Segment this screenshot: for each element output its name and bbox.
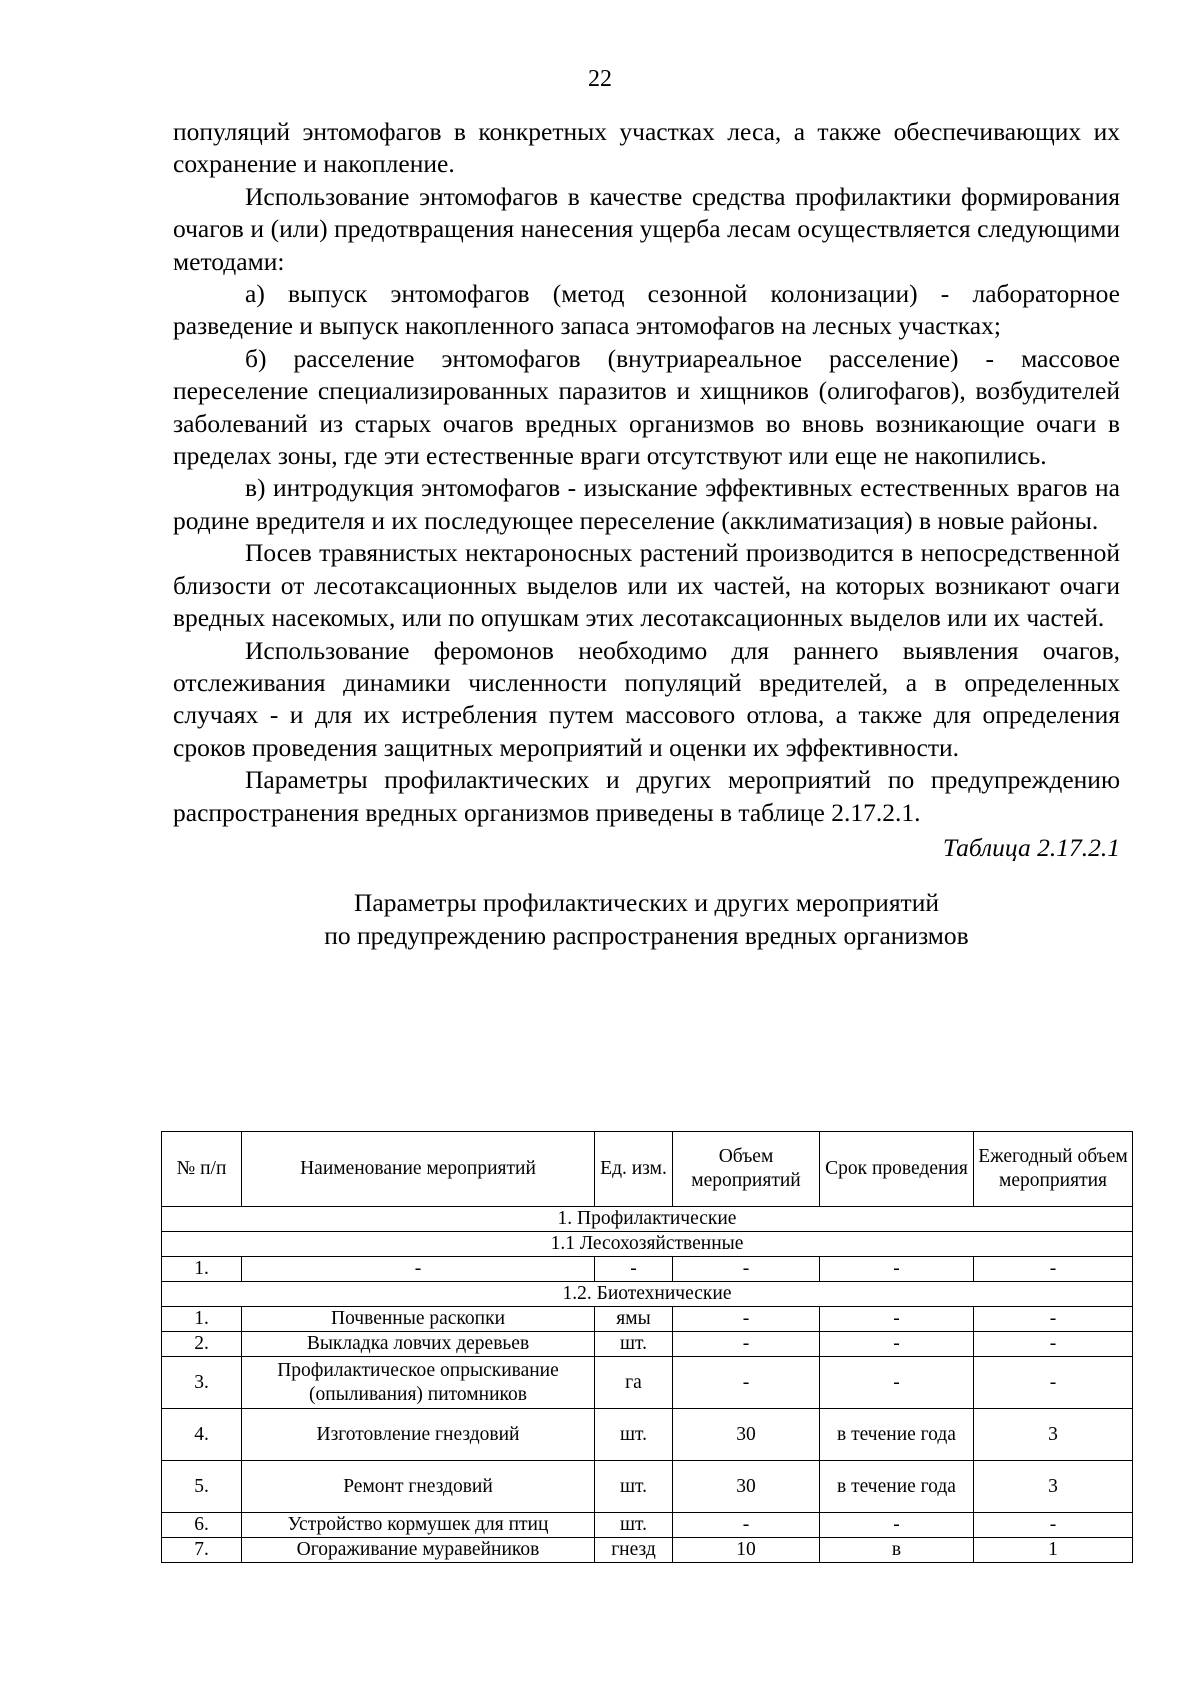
paragraph: в) интродукция энтомофагов - изыскание эффективных естественных врагов на родине вредителя и их последующее переселение (акклиматизация) в новые районы. bbox=[173, 473, 1120, 535]
table-cell: Ремонт гнездовий bbox=[242, 1461, 595, 1513]
table-cell: - bbox=[820, 1513, 974, 1538]
paragraph: Использование феромонов необходимо для раннего выявления очагов, отслеживания динамики численности популяций вредителей, а в определенных случаях - и для их истребления путем массового отлова, а также для определения сроков проведения защитных мероприятий и оценки их эффективности. bbox=[173, 635, 1120, 762]
table-cell: 7. bbox=[162, 1538, 242, 1563]
table-cell: - bbox=[820, 1307, 974, 1332]
table-row bbox=[162, 1257, 1133, 1282]
table-cell: 3 bbox=[974, 1409, 1133, 1461]
table-cell: - bbox=[974, 1513, 1133, 1538]
section-row bbox=[162, 1207, 1133, 1232]
table-cell: - bbox=[974, 1307, 1133, 1332]
table-cell: 30 bbox=[673, 1409, 820, 1461]
table-cell: - bbox=[974, 1357, 1133, 1409]
subsection-row bbox=[162, 1232, 1133, 1257]
header-cell: Ед. изм. bbox=[595, 1132, 673, 1207]
table-cell: - bbox=[673, 1257, 820, 1282]
table-cell: ямы bbox=[595, 1307, 673, 1332]
table-row bbox=[162, 1461, 1133, 1513]
paragraph: Параметры профилактических и других мероприятий по предупреждению распространения вредных организмов приведены в таблице 2.17.2.1. bbox=[173, 765, 1120, 827]
table-cell: в течение года bbox=[820, 1409, 974, 1461]
paragraph: популяций энтомофагов в конкретных участках леса, а также обеспечивающих их сохранение и накопление. bbox=[173, 117, 1120, 179]
table-cell: - bbox=[820, 1257, 974, 1282]
header-cell: Срок проведения bbox=[820, 1132, 974, 1207]
table-row bbox=[162, 1513, 1133, 1538]
table-cell: - bbox=[974, 1257, 1133, 1282]
table-caption: Таблица 2.17.2.1 bbox=[942, 832, 1120, 862]
table-cell: 1. bbox=[162, 1307, 242, 1332]
table-header-row bbox=[162, 1132, 1133, 1207]
paragraph: б) расселение энтомофагов (внутриареальное расселение) - массовое переселение специализированных паразитов и хищников (олигофагов), возбудителей заболеваний из старых очагов вредных организмов во вновь возникающие очаги в пределах зоны, где эти естественные враги отсутствуют или еще не накопились. bbox=[173, 343, 1120, 471]
table-cell: Изготовление гнездовий bbox=[242, 1409, 595, 1461]
table-cell: шт. bbox=[595, 1513, 673, 1538]
table-cell: - bbox=[595, 1257, 673, 1282]
table-cell: - bbox=[242, 1257, 595, 1282]
table-cell: - bbox=[820, 1332, 974, 1357]
table-cell: - bbox=[974, 1332, 1133, 1357]
table-cell: 3 bbox=[974, 1461, 1133, 1513]
table-cell: в течение года bbox=[820, 1461, 974, 1513]
table-cell: 3. bbox=[162, 1357, 242, 1409]
measures-table bbox=[161, 1131, 1133, 1563]
table-title bbox=[173, 886, 1120, 952]
table-cell: шт. bbox=[595, 1332, 673, 1357]
table-cell: Устройство кормушек для птиц bbox=[242, 1513, 595, 1538]
table-cell: 30 bbox=[673, 1461, 820, 1513]
table-row bbox=[162, 1357, 1133, 1409]
table-row bbox=[162, 1307, 1133, 1332]
table-cell: 4. bbox=[162, 1409, 242, 1461]
table-cell: шт. bbox=[595, 1461, 673, 1513]
table-cell: Огораживание муравейников bbox=[242, 1538, 595, 1563]
subsection-row bbox=[162, 1282, 1133, 1307]
table-cell: гнезд bbox=[595, 1538, 673, 1563]
table-cell: 10 bbox=[673, 1538, 820, 1563]
table-cell: в bbox=[820, 1538, 974, 1563]
table-cell: 5. bbox=[162, 1461, 242, 1513]
table-row bbox=[162, 1538, 1133, 1563]
table-row bbox=[162, 1409, 1133, 1461]
table-cell: - bbox=[673, 1332, 820, 1357]
table-title-line: Параметры профилактических и других мероприятий bbox=[354, 888, 939, 918]
table-row bbox=[162, 1332, 1133, 1357]
table-cell: га bbox=[595, 1357, 673, 1409]
table-cell: 2. bbox=[162, 1332, 242, 1357]
table-cell: 1. bbox=[162, 1257, 242, 1282]
paragraph: а) выпуск энтомофагов (метод сезонной колонизации) - лабораторное разведение и выпуск накопленного запаса энтомофагов на лесных участках; bbox=[173, 279, 1120, 341]
table-cell: - bbox=[820, 1357, 974, 1409]
subsection-label: 1.2. Биотехнические bbox=[162, 1282, 1133, 1307]
paragraph: Использование энтомофагов в качестве средства профилактики формирования очагов и (или) предотвращения нанесения ущерба лесам осуществляется следующими методами: bbox=[173, 181, 1120, 276]
table-cell: Почвенные раскопки bbox=[242, 1307, 595, 1332]
subsection-label: 1.1 Лесохозяйственные bbox=[162, 1232, 1133, 1257]
table-title-line: по предупреждению распространения вредных организмов bbox=[324, 921, 969, 951]
table-cell: Выкладка ловчих деревьев bbox=[242, 1332, 595, 1357]
header-cell: Объем мероприятий bbox=[673, 1132, 820, 1207]
page-number: 22 bbox=[588, 66, 612, 92]
table-cell: шт. bbox=[595, 1409, 673, 1461]
table-cell: - bbox=[673, 1513, 820, 1538]
body-text bbox=[173, 116, 1120, 952]
header-cell: Ежегодный объем мероприятия bbox=[974, 1132, 1133, 1207]
table-cell: 6. bbox=[162, 1513, 242, 1538]
table-cell: Профилактическое опрыскивание (опыливания) питомников bbox=[242, 1357, 595, 1409]
measures-table-container bbox=[161, 1131, 1132, 1563]
table-cell: 1 bbox=[974, 1538, 1133, 1563]
table-cell: - bbox=[673, 1307, 820, 1332]
header-cell: № п/п bbox=[162, 1132, 242, 1207]
section-label: 1. Профилактические bbox=[162, 1207, 1133, 1232]
paragraph: Посев травянистых нектароносных растений производится в непосредственной близости от лесотаксационных выделов или их частей, на которых возникают очаги вредных насекомых, или по опушкам этих лесотаксационных выделов или их частей. bbox=[173, 538, 1120, 633]
table-cell: - bbox=[673, 1357, 820, 1409]
header-cell: Наименование мероприятий bbox=[242, 1132, 595, 1207]
